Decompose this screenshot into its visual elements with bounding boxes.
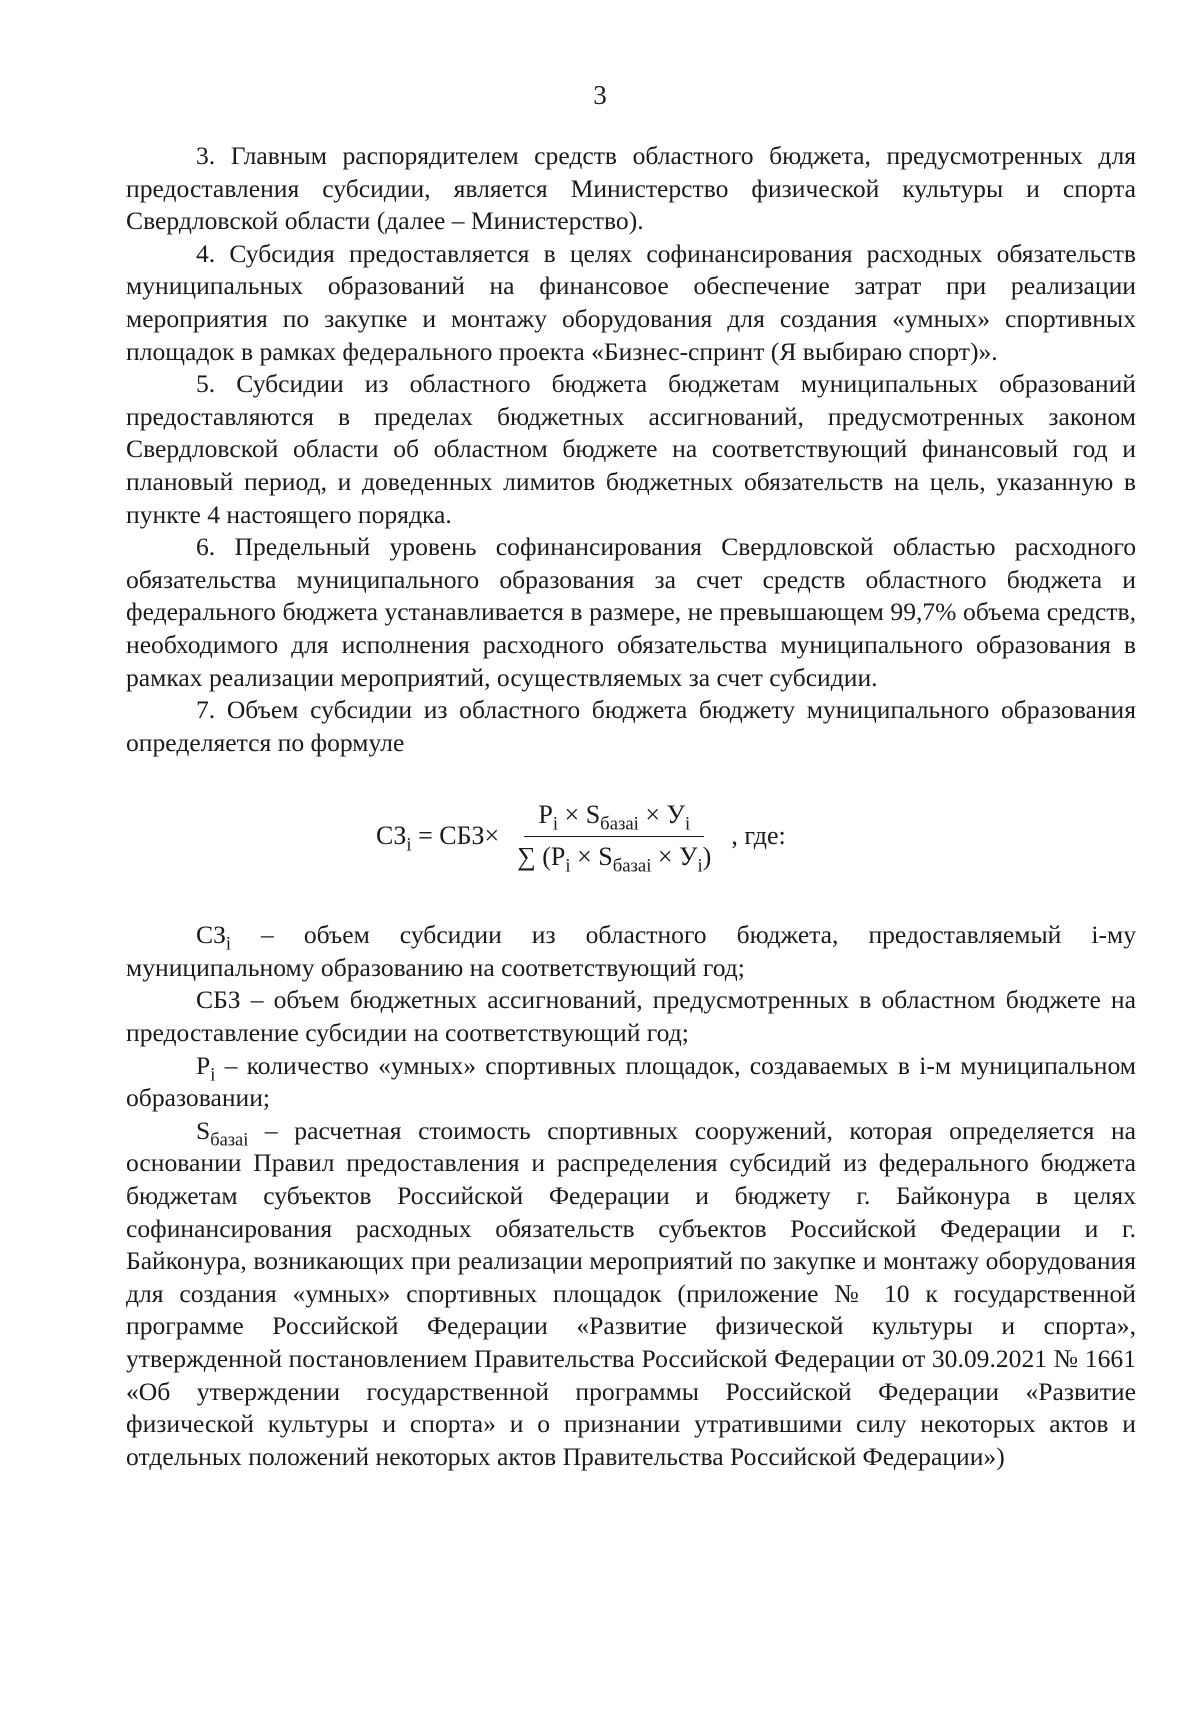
- formula-suffix: , где:: [731, 821, 786, 851]
- paragraph-3: 3. Главным распорядителем средств областного бюджета, предусмотренных для предоставления субсидии, является Министерство физической культуры и спорта Свердловской области (далее – Министерство).: [126, 141, 1136, 236]
- subsidy-formula: [376, 799, 786, 877]
- definition-sbz: СБЗ – объем бюджетных ассигнований, предусмотренных в областном бюджете на предоставление субсидии на соответствующий год;: [126, 985, 1136, 1048]
- definition-s-base: $S_{базаi}$ – расчетная стоимость спортивных сооружений, которая определяется на основании Правил предоставления и распределения субсидий из федерального бюджета бюджетам субъектов Российской Федерации и бюджету г. Байконура в целях софинансирования расходных обязательств субъектов Российской Федерации и г. Байконура, возникающих при реализации мероприятий по закупке и монтажу оборудования для создания «умных» спортивных площадок (приложение № 10 к государственной программе Российской Федерации «Развитие физической культуры и спорта», утвержденной постановлением Правительства Российской Федерации от 30.09.2021 № 1661 «Об утверждении государственной программы Российской Федерации «Развитие физической культуры и спорта» и о признании утратившими силу некоторых актов и отдельных положений некоторых актов Правительства Российской Федерации»): [126, 1115, 1136, 1471]
- formula-numerator: $P_i \times S_{базаi} \times У_i$: [524, 799, 704, 837]
- page-number: 3: [593, 80, 607, 110]
- paragraph-7: 7. Объем субсидии из областного бюджета бюджету муниципального образования определяется по формуле: [126, 695, 1136, 757]
- paragraph-5: 5. Субсидии из областного бюджета бюджетам муниципальных образований предоставляются в пределах бюджетных ассигнований, предусмотренных законом Свердловской области об областном бюджете на соответствующий финансовый год и плановый период, и доведенных лимитов бюджетных обязательств на цель, указанную в пункте 4 настоящего порядка.: [126, 369, 1136, 529]
- paragraph-4: 4. Субсидия предоставляется в целях софинансирования расходных обязательств муниципальных образований на финансовое обеспечение затрат при реализации мероприятия по закупке и монтажу оборудования для создания «умных» спортивных площадок в рамках федерального проекта «Бизнес-спринт (Я выбираю спорт)».: [126, 238, 1136, 366]
- formula-denominator: ∑ $(P_i \times S_{базаi} \times У_i)$: [517, 841, 712, 877]
- formula-lhs: $СЗ_i = СБЗ\times$: [376, 821, 500, 856]
- formula-block: [126, 759, 1136, 919]
- paragraph-6: 6. Предельный уровень софинансирования Свердловской областью расходного обязательства муниципального образования за счет средств областного бюджета и федерального бюджета устанавливается в размере, не превышающем 99,7% объема средств, необходимого для исполнения расходного обязательства муниципального образования в рамках реализации мероприятий, осуществляемых за счет субсидии.: [126, 532, 1136, 692]
- formula-fraction: [503, 799, 725, 877]
- document-body: [126, 140, 1136, 1473]
- definition-sz: $СЗ_i$ – объем субсидии из областного бюджета, предоставляемый i-му муниципальному образованию на соответствующий год;: [126, 920, 1136, 982]
- definition-p: $P_i$ – количество «умных» спортивных площадок, создаваемых в i-м муниципальном образовании;: [126, 1050, 1136, 1113]
